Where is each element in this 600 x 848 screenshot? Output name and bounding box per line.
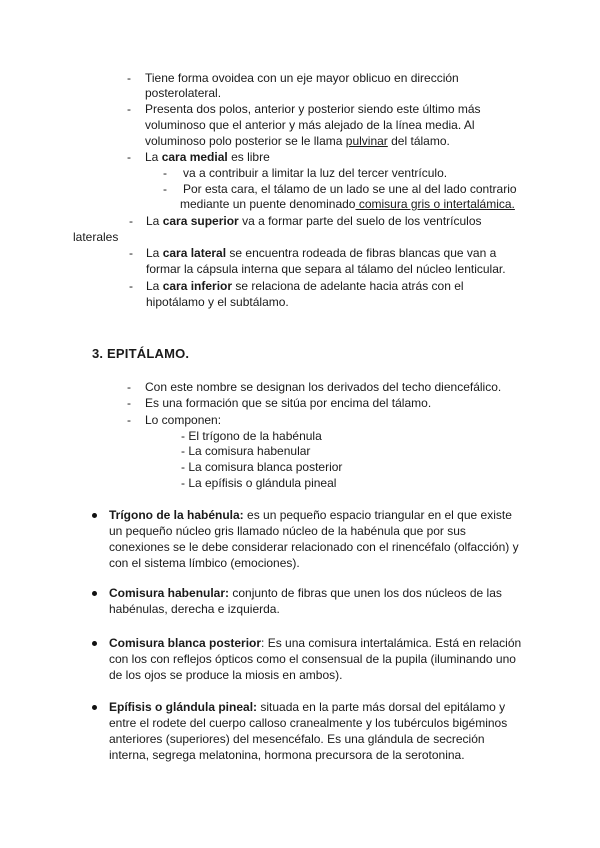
cara-medial-line	[145, 150, 270, 165]
list-dash: -	[127, 413, 131, 427]
cara-superior-cont: laterales	[73, 230, 119, 244]
polos-text-end: del tálamo.	[387, 134, 450, 148]
habenular-term: Comisura habenular:	[109, 586, 230, 600]
habenular-line-2: habénulas, derecha e izquierda.	[109, 602, 280, 616]
list-dash: -	[129, 246, 133, 260]
component-item: - El trígono de la habénula	[181, 429, 322, 443]
medial-sub-2-line-1: Por esta cara, el tálamo de un lado se une al del lado contrario	[183, 182, 517, 196]
text: se encuentra rodeada de fibras blancas que van a	[226, 246, 497, 260]
text: : Es una comisura intertalámica. Está en relación	[261, 636, 522, 650]
component-item: - La comisura blanca posterior	[181, 460, 343, 474]
sublist-dash: -	[163, 182, 167, 196]
component-item: - La epífisis o glándula pineal	[181, 476, 337, 490]
text: es libre	[227, 150, 270, 164]
epitalamo-item-3: Lo componen:	[145, 413, 222, 427]
comisura-gris-term: comisura gris o intertalámica.	[355, 197, 515, 211]
text: situada en la parte más dorsal del epitálamo y	[257, 700, 506, 714]
list-dash: -	[129, 214, 133, 228]
text: La	[146, 246, 163, 260]
cara-lateral-term: cara lateral	[162, 246, 227, 260]
blanca-line-3: de los ojos se produce la miosis en ambos).	[109, 668, 343, 682]
polos-line-2: voluminoso que el anterior y más alejado de la línea media. Al	[145, 118, 475, 132]
epifisis-term: Epífisis o glándula pineal:	[109, 700, 258, 714]
epifisis-line-4: interna, segrega melatonina, hormona precursora de la serotonina.	[109, 748, 465, 762]
blanca-term: Comisura blanca posterior	[109, 636, 262, 650]
text: La	[146, 214, 163, 228]
cara-superior-term: cara superior	[162, 214, 239, 228]
cara-inferior-term: cara inferior	[162, 279, 233, 293]
text: mediante un puente denominado	[180, 197, 356, 211]
list-dash: -	[127, 150, 131, 164]
list-dash: -	[127, 380, 131, 394]
trigono-line-2: un pequeño núcleo gris llamado núcleo de la habénula que por sus	[109, 524, 466, 538]
text: La	[146, 279, 163, 293]
sublist-dash: -	[163, 166, 167, 180]
text: conjunto de fibras que unen los dos núcleos de las	[229, 586, 502, 600]
epitalamo-item-1: Con este nombre se designan los derivados del techo diencefálico.	[145, 380, 502, 394]
cara-lateral-line	[146, 246, 496, 261]
cara-inferior-cont: hipotálamo y el subtálamo.	[146, 295, 289, 309]
polos-line-3	[145, 134, 450, 149]
blanca-line-1	[109, 636, 521, 651]
cara-lateral-cont: formar la cápsula interna que separa al tálamo del núcleo lenticular.	[146, 262, 506, 276]
list-dash: -	[127, 102, 131, 116]
medial-sub-2-line-2	[180, 197, 515, 212]
forma-line-2: posterolateral.	[145, 86, 222, 100]
trigono-term: Trígono de la habénula:	[109, 508, 244, 522]
bullet-icon	[92, 641, 97, 646]
trigono-line-1	[109, 508, 512, 523]
cara-superior-line	[146, 214, 482, 229]
text: se relaciona de adelante hacia atrás con el	[232, 279, 464, 293]
text: es un pequeño espacio triangular en el que existe	[243, 508, 512, 522]
polos-text: voluminoso polo posterior se le llama	[145, 134, 346, 148]
bullet-icon	[92, 513, 97, 518]
cara-inferior-line	[146, 279, 464, 294]
text: va a formar parte del suelo de los ventrículos	[238, 214, 482, 228]
pulvinar-term: pulvinar	[345, 134, 388, 148]
epitalamo-item-2: Es una formación que se sitúa por encima del tálamo.	[145, 396, 432, 410]
habenular-line-1	[109, 586, 502, 601]
epifisis-line-3: anteriores (superiores) del mesencéfalo. Es una glándula de secreción	[109, 732, 485, 746]
section-heading: 3. EPITÁLAMO.	[92, 346, 190, 361]
bullet-icon	[92, 705, 97, 710]
trigono-line-4: con el sistema límbico (emociones).	[109, 556, 300, 570]
trigono-line-3: conexiones se le debe considerar relacionado con el rinencéfalo (olfacción) y	[109, 540, 519, 554]
cara-medial-term: cara medial	[161, 150, 228, 164]
list-dash: -	[127, 396, 131, 410]
list-dash: -	[129, 279, 133, 293]
epifisis-line-1	[109, 700, 505, 715]
blanca-line-2: con los con reflejos ópticos como el consensual de la pupila (iluminando uno	[109, 652, 516, 666]
bullet-icon	[92, 591, 97, 596]
component-item: - La comisura habenular	[181, 444, 311, 458]
medial-sub-1: va a contribuir a limitar la luz del tercer ventrículo.	[183, 166, 448, 180]
epifisis-line-2: entre el rodete del cuerpo calloso cranealmente y los tubérculos bigéminos	[109, 716, 508, 730]
list-dash: -	[127, 71, 131, 85]
text: La	[145, 150, 162, 164]
forma-line-1: Tiene forma ovoidea con un eje mayor oblicuo en dirección	[145, 71, 459, 85]
polos-line-1: Presenta dos polos, anterior y posterior siendo este último más	[145, 102, 481, 116]
